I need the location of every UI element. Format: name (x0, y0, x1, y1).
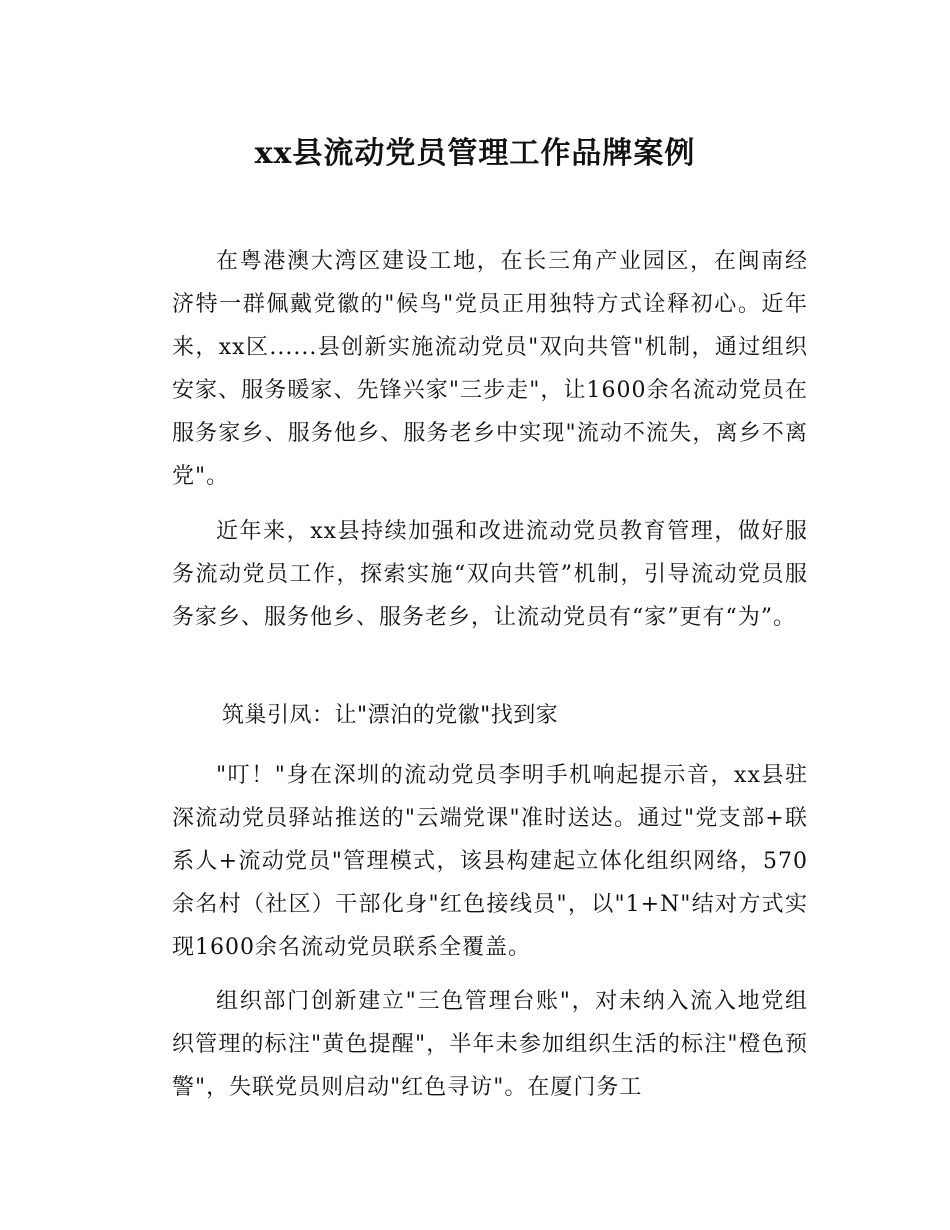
intro-paragraph-2: 近年来，xx县持续加强和改进流动党员教育管理，做好服务流动党员工作，探索实施“双向共管”机制，引导流动党员服务家乡、服务他乡、服务老乡，让流动党员有“家”更有“为”。 (172, 519, 808, 630)
section-paragraph-2: 组织部门创新建立"三色管理台账"，对未纳入流入地党组织管理的标注"黄色提醒"，半年未参加组织生活的标注"橙色预警"，失联党员则启动"红色寻访"。在厦门务工 (172, 989, 808, 1100)
section-paragraph-1: "叮！"身在深圳的流动党员李明手机响起提示音，xx县驻深流动党员驿站推送的"云端党课"准时送达。通过"党支部+联系人+流动党员"管理模式，该县构建起立体化组织网络，570余名村（社区）干部化身"红色接线员"，以"1+N"结对方式实现1600余名流动党员联系全覆盖。 (172, 763, 808, 960)
section-paragraph-2-block (172, 980, 808, 1109)
section-paragraph-1-block (172, 754, 808, 969)
intro-paragraph-1: 在粤港澳大湾区建设工地，在长三角产业园区，在闽南经济特一群佩戴党徽的"候鸟"党员正用独特方式诠释初心。近年来，xx区......县创新实施流动党员"双向共管"机制，通过组织安家、服务暖家、先锋兴家"三步走"，让1600余名流动党员在服务家乡、服务他乡、服务老乡中实现"流动不流失，离乡不离党"。 (172, 249, 808, 489)
document-title: xx县流动党员管理工作品牌案例 (254, 136, 696, 172)
intro-paragraph-1-block (172, 240, 808, 498)
section-heading: 筑巢引凤：让"漂泊的党徽"找到家 (222, 703, 559, 728)
intro-paragraph-2-block (172, 510, 808, 639)
